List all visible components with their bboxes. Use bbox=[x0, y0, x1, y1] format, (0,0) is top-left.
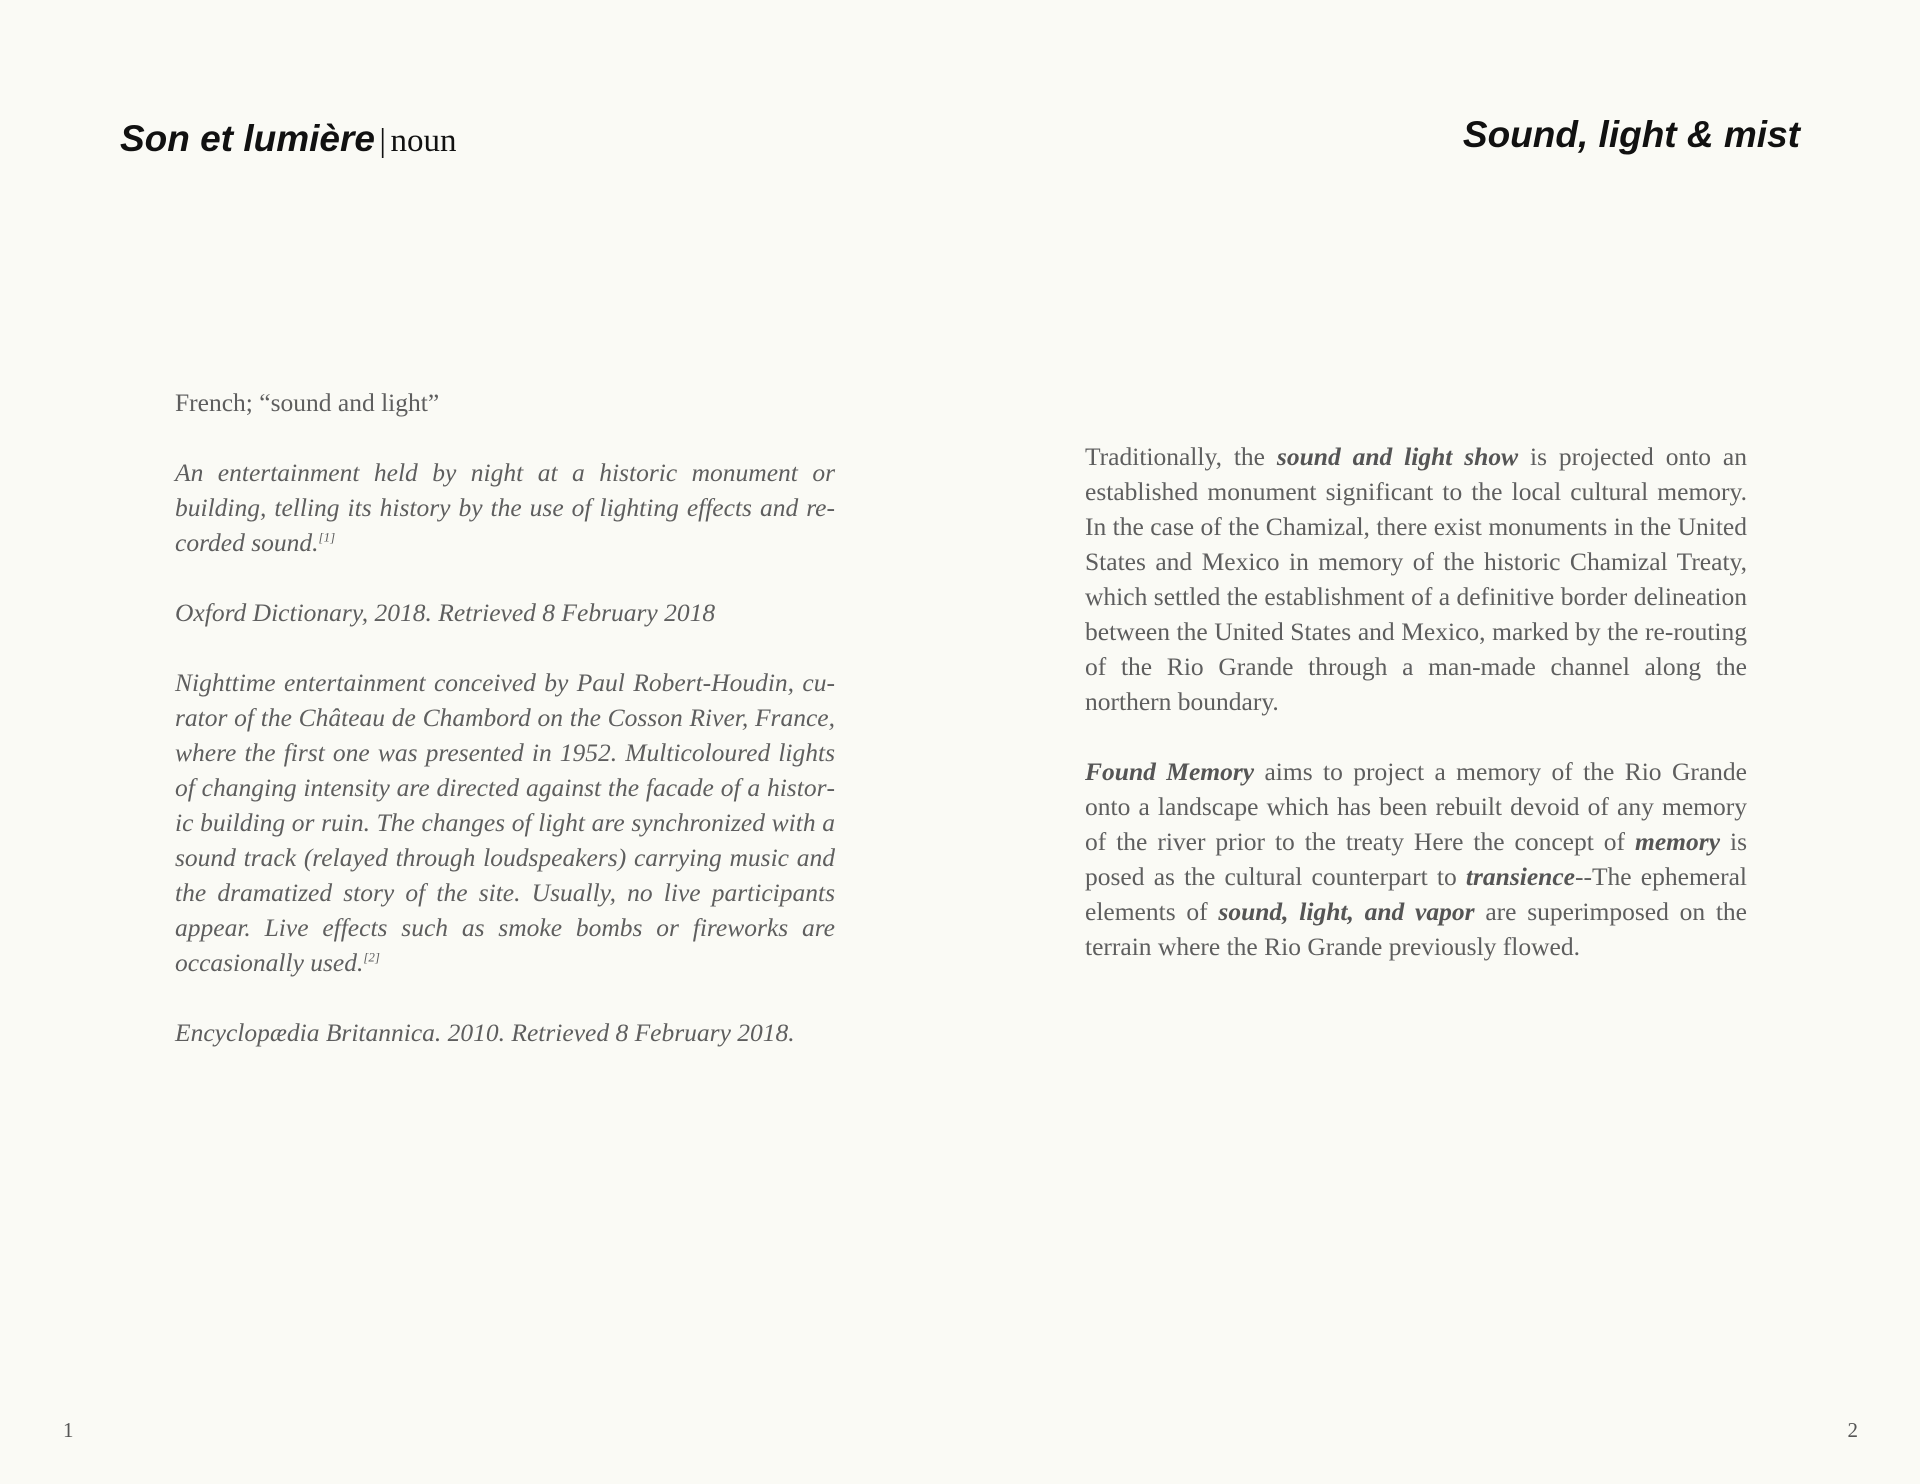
page-number-left: 1 bbox=[63, 1418, 74, 1442]
p2-emphasis-transience: transience bbox=[1465, 862, 1575, 891]
left-text-column bbox=[175, 385, 835, 1085]
heading-term: Son et lumière bbox=[120, 118, 375, 159]
definition-oxford bbox=[175, 455, 835, 560]
right-page bbox=[960, 0, 1920, 1484]
p2-part-f: --The ephemeral elements of bbox=[1085, 862, 1747, 926]
citation-britannica: Encyclopædia Britannica. 2010. Retrieved 8 February 2018. bbox=[175, 1018, 795, 1047]
p1-part-c: is projected onto an established monument significant to the local cultural memory. In the case of the Chamizal, there exist monuments in the United States and Mexico in memory of the historic Chamizal Treaty, which settled the establishment of a definitive border delineation between the United States and Mexico, marked by the re-routing of the Rio Grande through a man-made channel along the northern boundary. bbox=[1085, 442, 1747, 716]
p1-part-a: Traditionally, the bbox=[1085, 442, 1277, 471]
definition-oxford-text: An entertainment held by night at a historic monument or building, telling its history by the use of lighting effects and recorded sound. bbox=[175, 458, 835, 557]
heading-part-of-speech: noun bbox=[390, 123, 457, 159]
p2-part-h: are superimposed on the terrain where the Rio Grande previously flowed. bbox=[1085, 897, 1748, 961]
paragraph-traditionally bbox=[1085, 439, 1747, 719]
definition-britannica-text: Nighttime entertainment conceived by Paul Robert-Houdin, curator of the Château de Chambord on the Cosson River, France, where the first one was presented in 1952. Multicoloured lights of changing intensity are directed against the facade of a historic building or ruin. The changes of light are synchronized with a sound track (relayed through loudspeakers) carrying music and the dramatized story of the site. Usually, no live participants appear. Live effects such as smoke bombs or fireworks are occasionally used. bbox=[175, 668, 835, 977]
citation-oxford: Oxford Dictionary, 2018. Retrieved 8 February 2018 bbox=[175, 598, 716, 627]
right-text-column bbox=[1085, 439, 1747, 999]
footnote-2: [2] bbox=[363, 949, 380, 965]
p1-emphasis-sound-light-show: sound and light show bbox=[1276, 442, 1519, 471]
footnote-1: [1] bbox=[318, 529, 336, 545]
p2-emphasis-memory: memory bbox=[1635, 827, 1721, 856]
p2-part-b: aims to project a memory of the Rio Grande onto a landscape which has been rebuilt devoid of any memory of the river prior to the treaty Here the concept of bbox=[1085, 757, 1747, 856]
right-heading: Sound, light & mist bbox=[1462, 114, 1800, 155]
paragraph-found-memory bbox=[1085, 754, 1747, 964]
heading-separator: | bbox=[379, 123, 387, 159]
p2-emphasis-found-memory: Found Memory bbox=[1085, 757, 1255, 786]
p2-emphasis-sound-light-vapor: sound, light, and vapor bbox=[1218, 897, 1475, 926]
left-heading bbox=[120, 118, 456, 160]
intro-line: French; “sound and light” bbox=[175, 388, 440, 417]
p2-part-d: is posed as the cultural counterpart to bbox=[1085, 827, 1747, 891]
page-number-right: 2 bbox=[1847, 1418, 1858, 1442]
definition-britannica bbox=[175, 665, 835, 980]
